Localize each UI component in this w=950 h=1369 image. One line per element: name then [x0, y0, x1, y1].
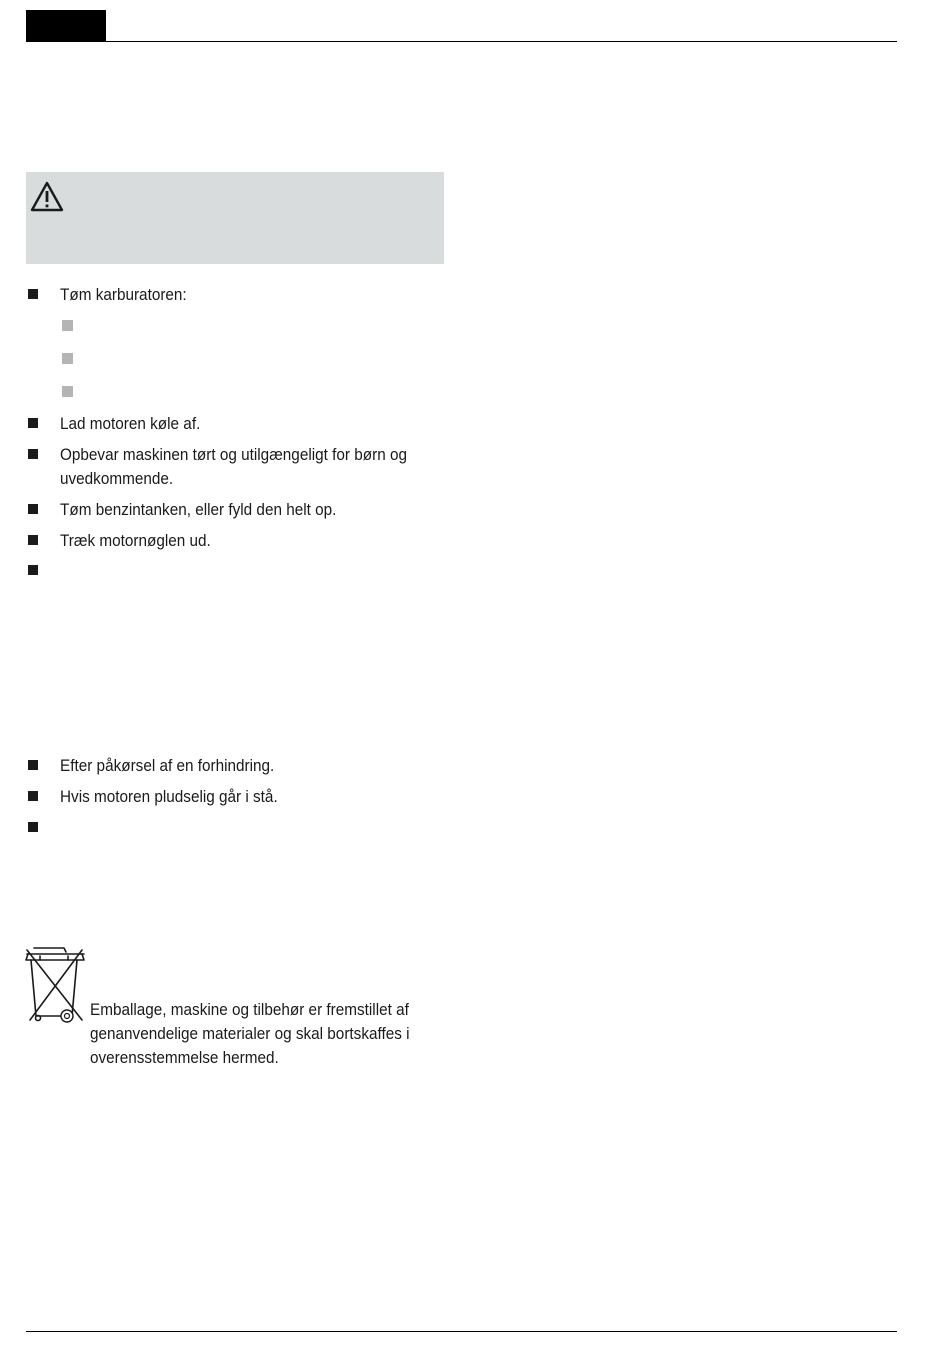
- sub-bullet-icon: [62, 353, 73, 364]
- bullet-icon: [28, 822, 38, 832]
- list-item-label: Opbevar maskinen tørt og utilgængeligt for børn og: [60, 445, 407, 464]
- list-item-label-continued: uvedkommende.: [60, 469, 174, 488]
- warning-triangle-icon: [29, 180, 65, 214]
- disposal-note: [90, 998, 450, 1070]
- disposal-note-line: Emballage, maskine og tilbehør er fremstillet af: [90, 1000, 409, 1019]
- sub-bullet-icon: [62, 320, 73, 331]
- bullet-icon: [28, 289, 38, 299]
- bullet-icon: [28, 504, 38, 514]
- bullet-icon: [28, 791, 38, 801]
- disposal-note-line: overensstemmelse hermed.: [90, 1048, 279, 1067]
- list-item-label: Lad motoren køle af.: [60, 414, 201, 433]
- list-item-label: Tøm benzintanken, eller fyld den helt op.: [60, 500, 337, 519]
- list-item-label: Efter påkørsel af en forhindring.: [60, 756, 275, 775]
- bullet-icon: [28, 449, 38, 459]
- disposal-note-line: genanvendelige materialer og skal bortskaffes i: [90, 1024, 410, 1043]
- header-rule: [26, 41, 897, 42]
- crossed-out-wheelie-bin-icon: [24, 946, 86, 1024]
- bullet-icon: [28, 418, 38, 428]
- bullet-icon: [28, 565, 38, 575]
- footer-rule: [26, 1331, 897, 1332]
- bullet-icon: [28, 535, 38, 545]
- list-item-label: Hvis motoren pludselig går i stå.: [60, 787, 278, 806]
- header-tab: [26, 10, 106, 42]
- list-item-label: Tøm karburatoren:: [60, 285, 187, 304]
- bullet-icon: [28, 760, 38, 770]
- warning-box: [26, 172, 444, 264]
- sub-bullet-icon: [62, 386, 73, 397]
- list-item-label: Træk motornøglen ud.: [60, 531, 211, 550]
